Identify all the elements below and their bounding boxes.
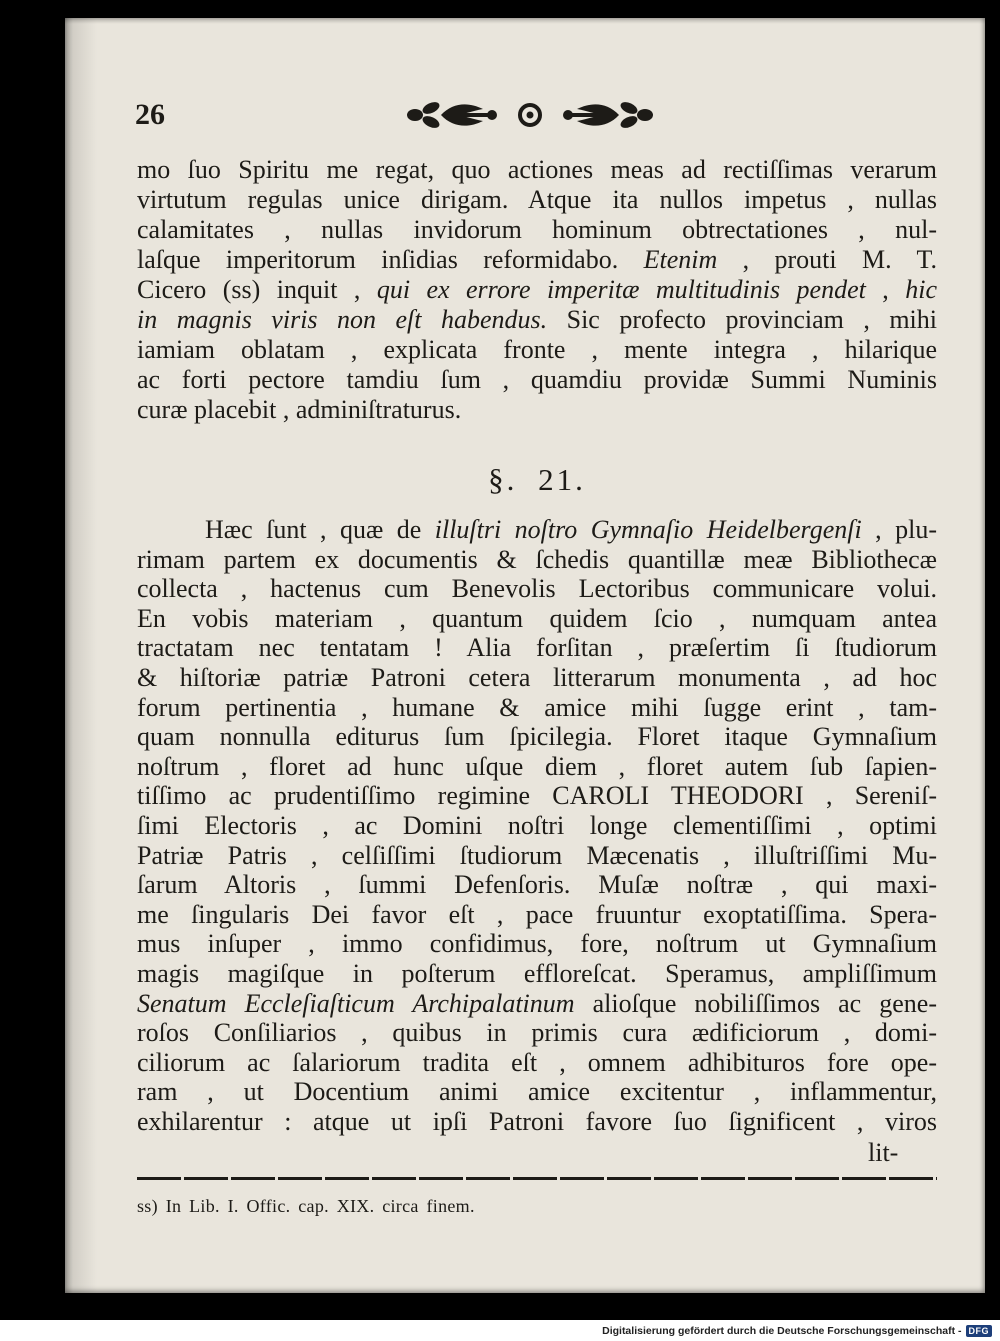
text-run: ram , ut Docentium animi amice excitentur , inflammentur, <box>137 1077 937 1107</box>
text-line <box>137 900 937 930</box>
text-run: roſos Conſiliarios , quibus in primis cura ædificiorum , domi- <box>137 1018 937 1048</box>
italic-text-run: in magnis viris non eſt habendus. <box>137 305 548 334</box>
text-run: collecta , hactenus cum Benevolis Lectoribus communicare volui. <box>137 574 937 604</box>
text-line <box>137 929 937 959</box>
text-line <box>137 604 937 634</box>
section-heading: §. 21. <box>488 462 586 497</box>
text-line <box>137 781 937 811</box>
italic-text-run: hic <box>905 275 938 304</box>
text-line <box>137 365 937 395</box>
text-run: forum pertinentia , humane & amice mihi ſugge erint , tam- <box>137 692 937 722</box>
text-run: noſtrum , floret ad hunc uſque diem , floret autem ſub ſapien- <box>137 751 937 781</box>
catchword: lit- <box>868 1138 899 1167</box>
text-line <box>137 1107 937 1137</box>
text-line <box>137 841 937 871</box>
text-block-section-21 <box>137 515 937 1136</box>
text-run: ſarum Altoris , ſummi Defenſoris. Muſæ noſtræ , qui maxi- <box>137 870 937 900</box>
fleuron-ornament-icon <box>405 98 665 132</box>
text-run: laſque imperitorum inſidias reformidabo. <box>137 245 644 274</box>
italic-text-run: Etenim <box>643 245 718 274</box>
text-line <box>137 395 937 425</box>
text-run: , <box>865 275 906 304</box>
text-line <box>137 1048 937 1078</box>
text-run: Cicero (ss) inquit , <box>137 275 377 304</box>
text-line <box>137 989 937 1019</box>
text-run: tractatam nec tentatam ! Alia forſitan , præſertim ſi ſtudiorum <box>137 633 937 663</box>
italic-text-run: qui ex errore imperitæ multitudinis pendet <box>376 275 866 304</box>
text-run: & hiſtoriæ patriæ Patroni cetera litterarum monumenta , ad hoc <box>137 662 937 692</box>
text-run: virtutum regulas unice dirigam. Atque ita nullos impetus , nullas <box>137 185 937 214</box>
text-line <box>137 752 937 782</box>
text-run: ac forti pectore tamdiu ſum , quamdiu providæ Summi Numinis <box>137 365 937 394</box>
text-line <box>137 275 937 305</box>
text-run: Sic profecto provinciam , mihi <box>547 305 937 334</box>
text-line <box>137 633 937 663</box>
footnote-rule <box>137 1177 937 1180</box>
text-line <box>137 515 937 545</box>
text-run: mo ſuo Spiritu me regat, quo actiones meas ad rectiſſimas verarum <box>137 155 937 184</box>
text-line <box>137 305 937 335</box>
text-run: Hæc ſunt , quæ de <box>205 515 435 544</box>
text-line <box>137 245 937 275</box>
digitization-footer <box>0 1320 1000 1341</box>
text-run: exhilarentur : atque ut ipſi Patroni favore ſuo ſignificent , viros <box>137 1106 937 1136</box>
text-run: En vobis materiam , quantum quidem ſcio , numquam antea <box>137 603 937 633</box>
text-run: quam nonnulla editurus ſum ſpicilegia. Floret itaque Gymnaſium <box>137 722 937 752</box>
text-run: magis magiſque in poſterum effloreſcat. Speramus, ampliſſimum <box>137 958 937 988</box>
footer-credit: Digitalisierung gefördert durch die Deutsche Forschungsgemeinschaft - <box>602 1324 962 1337</box>
text-line <box>137 155 937 185</box>
italic-text-run: illuſtri noſtro Gymnaſio Heidelbergenſi <box>434 515 862 544</box>
text-line <box>137 693 937 723</box>
text-line <box>137 215 937 245</box>
text-line <box>137 1077 937 1107</box>
text-run: Patriæ Patris , celſiſſimi ſtudiorum Mæcenatis , illuſtriſſimi Mu- <box>137 840 937 870</box>
text-line <box>137 959 937 989</box>
text-run: mus inſuper , immo confidimus, fore, noſtrum ut Gymnaſium <box>137 929 937 959</box>
text-run: ciliorum ac ſalariorum tradita eſt , omnem adhibituros fore ope- <box>137 1047 937 1077</box>
text-line <box>137 722 937 752</box>
dfg-logo: DFG <box>966 1325 993 1337</box>
text-line <box>137 574 937 604</box>
text-line <box>137 185 937 215</box>
footnote: ss) In Lib. I. Offic. cap. XIX. circa finem. <box>137 1196 475 1216</box>
text-line <box>137 870 937 900</box>
text-block-continued <box>137 155 937 425</box>
text-run: rimam partem ex documentis & ſchedis quantillæ meæ Bibliothecæ <box>137 544 937 574</box>
text-run: , plu- <box>861 515 937 544</box>
text-run: alioſque nobiliſſimos ac gene- <box>574 988 937 1018</box>
italic-text-run: Senatum Eccleſiaſticum Archipalatinum <box>137 988 575 1018</box>
text-line <box>137 545 937 575</box>
text-run: me ſingularis Dei favor eſt , pace fruuntur exoptatiſſima. Spera- <box>137 899 937 929</box>
text-run: tiſſimo ac prudentiſſimo regimine CAROLI THEODORI , Sereniſ- <box>137 781 937 811</box>
page-number: 26 <box>135 98 165 131</box>
text-line <box>137 335 937 365</box>
text-run: ſimi Electoris , ac Domini noſtri longe clementiſſimi , optimi <box>137 810 937 840</box>
text-run: , prouti M. T. <box>717 245 937 274</box>
page-sheet <box>65 18 985 1293</box>
text-line <box>137 1018 937 1048</box>
text-line <box>137 663 937 693</box>
text-run: calamitates , nullas invidorum hominum obtrectationes , nul- <box>137 215 937 244</box>
text-run: curæ placebit , adminiſtraturus. <box>137 395 462 424</box>
text-run: iamiam oblatam , explicata fronte , mente integra , hilarique <box>137 335 937 364</box>
text-line <box>137 811 937 841</box>
